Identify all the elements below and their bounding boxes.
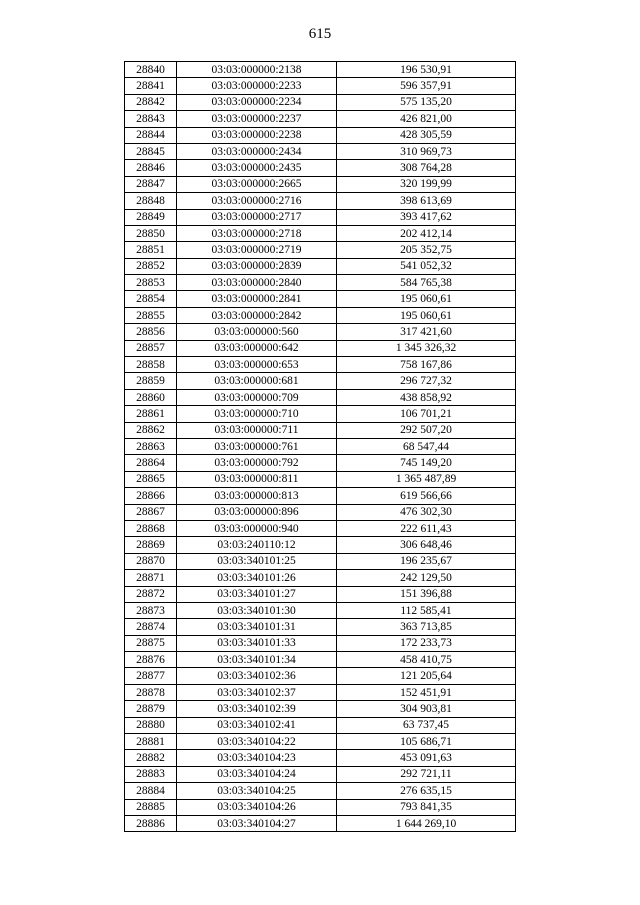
- row-number-cell: 28860: [125, 389, 177, 405]
- cadastral-number-cell: 03:03:000000:792: [177, 455, 337, 471]
- row-number-cell: 28875: [125, 635, 177, 651]
- row-number-cell: 28857: [125, 340, 177, 356]
- cadastral-number-cell: 03:03:000000:2435: [177, 160, 337, 176]
- value-cell: 106 701,21: [337, 406, 516, 422]
- value-cell: 619 566,66: [337, 488, 516, 504]
- table-row: [125, 488, 516, 504]
- value-cell: 304 903,81: [337, 701, 516, 717]
- table-row: [125, 422, 516, 438]
- cadastral-number-cell: 03:03:340101:33: [177, 635, 337, 651]
- table-row: [125, 684, 516, 700]
- row-number-cell: 28886: [125, 815, 177, 831]
- cadastral-number-cell: 03:03:000000:2840: [177, 275, 337, 291]
- row-number-cell: 28844: [125, 127, 177, 143]
- row-number-cell: 28850: [125, 225, 177, 241]
- table-row: [125, 504, 516, 520]
- data-table: [124, 61, 516, 832]
- cadastral-number-cell: 03:03:000000:710: [177, 406, 337, 422]
- cadastral-number-cell: 03:03:000000:2233: [177, 78, 337, 94]
- table-row: [125, 143, 516, 159]
- table-row: [125, 78, 516, 94]
- cadastral-number-cell: 03:03:000000:2716: [177, 193, 337, 209]
- cadastral-number-cell: 03:03:000000:560: [177, 324, 337, 340]
- row-number-cell: 28848: [125, 193, 177, 209]
- value-cell: 584 765,38: [337, 275, 516, 291]
- value-cell: 1 365 487,89: [337, 471, 516, 487]
- table-row: [125, 750, 516, 766]
- value-cell: 222 611,43: [337, 520, 516, 536]
- value-cell: 317 421,60: [337, 324, 516, 340]
- value-cell: 793 841,35: [337, 799, 516, 815]
- cadastral-number-cell: 03:03:000000:2665: [177, 176, 337, 192]
- cadastral-number-cell: 03:03:340104:25: [177, 783, 337, 799]
- cadastral-number-cell: 03:03:340104:24: [177, 766, 337, 782]
- cadastral-number-cell: 03:03:340102:37: [177, 684, 337, 700]
- cadastral-number-cell: 03:03:000000:2718: [177, 225, 337, 241]
- value-cell: 292 507,20: [337, 422, 516, 438]
- cadastral-number-cell: 03:03:340104:27: [177, 815, 337, 831]
- row-number-cell: 28849: [125, 209, 177, 225]
- row-number-cell: 28872: [125, 586, 177, 602]
- table-body: [125, 62, 516, 832]
- value-cell: 426 821,00: [337, 111, 516, 127]
- value-cell: 195 060,61: [337, 307, 516, 323]
- value-cell: 541 052,32: [337, 258, 516, 274]
- table-row: [125, 766, 516, 782]
- value-cell: 195 060,61: [337, 291, 516, 307]
- value-cell: 476 302,30: [337, 504, 516, 520]
- table-row: [125, 520, 516, 536]
- row-number-cell: 28878: [125, 684, 177, 700]
- row-number-cell: 28881: [125, 734, 177, 750]
- table-row: [125, 553, 516, 569]
- table-row: [125, 324, 516, 340]
- table-row: [125, 258, 516, 274]
- row-number-cell: 28879: [125, 701, 177, 717]
- row-number-cell: 28865: [125, 471, 177, 487]
- table-row: [125, 701, 516, 717]
- cadastral-number-cell: 03:03:000000:940: [177, 520, 337, 536]
- cadastral-number-cell: 03:03:000000:2841: [177, 291, 337, 307]
- row-number-cell: 28874: [125, 619, 177, 635]
- cadastral-number-cell: 03:03:340101:25: [177, 553, 337, 569]
- value-cell: 428 305,59: [337, 127, 516, 143]
- row-number-cell: 28863: [125, 438, 177, 454]
- cadastral-number-cell: 03:03:340104:26: [177, 799, 337, 815]
- row-number-cell: 28862: [125, 422, 177, 438]
- value-cell: 63 737,45: [337, 717, 516, 733]
- value-cell: 320 199,99: [337, 176, 516, 192]
- row-number-cell: 28852: [125, 258, 177, 274]
- cadastral-number-cell: 03:03:340102:36: [177, 668, 337, 684]
- value-cell: 453 091,63: [337, 750, 516, 766]
- value-cell: 112 585,41: [337, 602, 516, 618]
- table-row: [125, 209, 516, 225]
- cadastral-number-cell: 03:03:000000:2237: [177, 111, 337, 127]
- value-cell: 1 345 326,32: [337, 340, 516, 356]
- row-number-cell: 28859: [125, 373, 177, 389]
- row-number-cell: 28840: [125, 62, 177, 78]
- value-cell: 105 686,71: [337, 734, 516, 750]
- value-cell: 242 129,50: [337, 570, 516, 586]
- row-number-cell: 28845: [125, 143, 177, 159]
- value-cell: 292 721,11: [337, 766, 516, 782]
- cadastral-number-cell: 03:03:000000:709: [177, 389, 337, 405]
- value-cell: 758 167,86: [337, 357, 516, 373]
- cadastral-number-cell: 03:03:000000:2717: [177, 209, 337, 225]
- table-row: [125, 570, 516, 586]
- table-row: [125, 193, 516, 209]
- cadastral-number-cell: 03:03:340104:23: [177, 750, 337, 766]
- cadastral-number-cell: 03:03:340104:22: [177, 734, 337, 750]
- value-cell: 196 235,67: [337, 553, 516, 569]
- value-cell: 458 410,75: [337, 652, 516, 668]
- table-row: [125, 635, 516, 651]
- cadastral-number-cell: 03:03:000000:2234: [177, 94, 337, 110]
- table-row: [125, 652, 516, 668]
- cadastral-number-cell: 03:03:000000:811: [177, 471, 337, 487]
- cadastral-number-cell: 03:03:000000:681: [177, 373, 337, 389]
- value-cell: 398 613,69: [337, 193, 516, 209]
- table-row: [125, 734, 516, 750]
- value-cell: 575 135,20: [337, 94, 516, 110]
- value-cell: 68 547,44: [337, 438, 516, 454]
- row-number-cell: 28864: [125, 455, 177, 471]
- cadastral-number-cell: 03:03:340101:30: [177, 602, 337, 618]
- value-cell: 393 417,62: [337, 209, 516, 225]
- table-row: [125, 160, 516, 176]
- row-number-cell: 28884: [125, 783, 177, 799]
- cadastral-number-cell: 03:03:340101:31: [177, 619, 337, 635]
- cadastral-number-cell: 03:03:000000:2434: [177, 143, 337, 159]
- table-row: [125, 176, 516, 192]
- value-cell: 596 357,91: [337, 78, 516, 94]
- cadastral-number-cell: 03:03:000000:813: [177, 488, 337, 504]
- value-cell: 172 233,73: [337, 635, 516, 651]
- row-number-cell: 28846: [125, 160, 177, 176]
- cadastral-number-cell: 03:03:000000:896: [177, 504, 337, 520]
- value-cell: 205 352,75: [337, 242, 516, 258]
- cadastral-number-cell: 03:03:000000:2842: [177, 307, 337, 323]
- row-number-cell: 28858: [125, 357, 177, 373]
- table-row: [125, 62, 516, 78]
- table-row: [125, 438, 516, 454]
- table-row: [125, 357, 516, 373]
- value-cell: 196 530,91: [337, 62, 516, 78]
- table-row: [125, 619, 516, 635]
- row-number-cell: 28861: [125, 406, 177, 422]
- value-cell: 308 764,28: [337, 160, 516, 176]
- table-row: [125, 717, 516, 733]
- table-row: [125, 815, 516, 831]
- cadastral-number-cell: 03:03:000000:2839: [177, 258, 337, 274]
- value-cell: 152 451,91: [337, 684, 516, 700]
- table-row: [125, 111, 516, 127]
- row-number-cell: 28856: [125, 324, 177, 340]
- row-number-cell: 28851: [125, 242, 177, 258]
- value-cell: 745 149,20: [337, 455, 516, 471]
- table-row: [125, 275, 516, 291]
- row-number-cell: 28869: [125, 537, 177, 553]
- row-number-cell: 28883: [125, 766, 177, 782]
- row-number-cell: 28866: [125, 488, 177, 504]
- table-row: [125, 340, 516, 356]
- cadastral-number-cell: 03:03:000000:2138: [177, 62, 337, 78]
- cadastral-number-cell: 03:03:340101:27: [177, 586, 337, 602]
- table-row: [125, 799, 516, 815]
- cadastral-number-cell: 03:03:000000:761: [177, 438, 337, 454]
- page-number: 615: [308, 26, 332, 42]
- cadastral-number-cell: 03:03:340101:34: [177, 652, 337, 668]
- cadastral-number-cell: 03:03:000000:2238: [177, 127, 337, 143]
- cadastral-number-cell: 03:03:340102:39: [177, 701, 337, 717]
- value-cell: 306 648,46: [337, 537, 516, 553]
- cadastral-number-cell: 03:03:000000:642: [177, 340, 337, 356]
- table-row: [125, 406, 516, 422]
- row-number-cell: 28871: [125, 570, 177, 586]
- value-cell: 276 635,15: [337, 783, 516, 799]
- row-number-cell: 28843: [125, 111, 177, 127]
- row-number-cell: 28842: [125, 94, 177, 110]
- table-row: [125, 455, 516, 471]
- table-row: [125, 471, 516, 487]
- value-cell: 296 727,32: [337, 373, 516, 389]
- table-row: [125, 602, 516, 618]
- row-number-cell: 28868: [125, 520, 177, 536]
- row-number-cell: 28841: [125, 78, 177, 94]
- table-row: [125, 127, 516, 143]
- value-cell: 202 412,14: [337, 225, 516, 241]
- value-cell: 151 396,88: [337, 586, 516, 602]
- cadastral-number-cell: 03:03:000000:653: [177, 357, 337, 373]
- cadastral-number-cell: 03:03:340102:41: [177, 717, 337, 733]
- table-row: [125, 307, 516, 323]
- table-row: [125, 242, 516, 258]
- cadastral-number-cell: 03:03:000000:2719: [177, 242, 337, 258]
- row-number-cell: 28877: [125, 668, 177, 684]
- value-cell: 310 969,73: [337, 143, 516, 159]
- table-row: [125, 586, 516, 602]
- row-number-cell: 28867: [125, 504, 177, 520]
- row-number-cell: 28882: [125, 750, 177, 766]
- table-row: [125, 373, 516, 389]
- table-row: [125, 783, 516, 799]
- row-number-cell: 28885: [125, 799, 177, 815]
- cadastral-number-cell: 03:03:240110:12: [177, 537, 337, 553]
- table-row: [125, 668, 516, 684]
- cadastral-number-cell: 03:03:340101:26: [177, 570, 337, 586]
- table-row: [125, 291, 516, 307]
- row-number-cell: 28854: [125, 291, 177, 307]
- row-number-cell: 28880: [125, 717, 177, 733]
- row-number-cell: 28855: [125, 307, 177, 323]
- value-cell: 438 858,92: [337, 389, 516, 405]
- row-number-cell: 28853: [125, 275, 177, 291]
- value-cell: 363 713,85: [337, 619, 516, 635]
- table-row: [125, 537, 516, 553]
- value-cell: 121 205,64: [337, 668, 516, 684]
- row-number-cell: 28876: [125, 652, 177, 668]
- cadastral-number-cell: 03:03:000000:711: [177, 422, 337, 438]
- row-number-cell: 28870: [125, 553, 177, 569]
- table-row: [125, 389, 516, 405]
- table-row: [125, 225, 516, 241]
- row-number-cell: 28873: [125, 602, 177, 618]
- row-number-cell: 28847: [125, 176, 177, 192]
- table-row: [125, 94, 516, 110]
- value-cell: 1 644 269,10: [337, 815, 516, 831]
